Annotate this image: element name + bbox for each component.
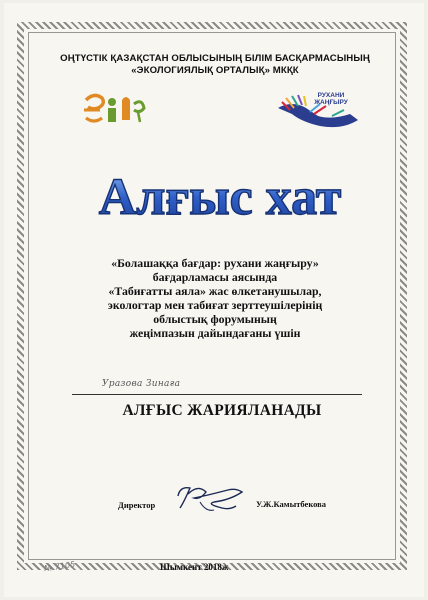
body-line-1: «Болашаққа бағдар: рухани жаңғыру» xyxy=(111,256,319,270)
rukhani-logo-text xyxy=(300,92,362,106)
signature-icon xyxy=(170,478,250,522)
rukhani-line-2: ЖАҢҒЫРУ xyxy=(314,99,348,106)
title-text: Алғыс хат xyxy=(98,169,342,226)
body-line-3: «Табиғатты аяла» жас өлкетанушылар, xyxy=(108,284,322,298)
body-line-5: облыстық форумының xyxy=(153,312,277,326)
body-line-4: экологтар мен табиғат зерттеушілерінің xyxy=(107,298,323,312)
director-name: У.Ж.Камытбекова xyxy=(256,499,326,509)
pencil-note: № 7105 xyxy=(43,559,76,574)
organization-header xyxy=(40,53,390,77)
org-line-2: «ЭКОЛОГИЯЛЫҚ ОРТАЛЫҚ» МКҚК xyxy=(131,65,299,76)
eco-logo-icon xyxy=(80,90,150,130)
org-line-1: ОҢТҮСТІК ҚАЗАҚСТАН ОБЛЫСЫНЫҢ БІЛІМ БАСҚАРМАСЫНЫҢ xyxy=(60,53,370,64)
city-year: Шымкент 2018ж xyxy=(160,562,229,572)
certificate-title xyxy=(90,160,350,230)
recipient-name: Уразова Зинаға xyxy=(102,379,181,389)
director-label: Директор xyxy=(118,500,156,510)
certificate-body xyxy=(60,256,370,340)
body-line-6: жеңімпазын дайындағаны үшін xyxy=(129,326,301,340)
body-line-2: бағдарламасы аясында xyxy=(152,270,278,284)
rukhani-line-1: РУХАНИ xyxy=(317,92,345,99)
announcement: АЛҒЫС ЖАРИЯЛАНАДЫ xyxy=(122,402,322,419)
